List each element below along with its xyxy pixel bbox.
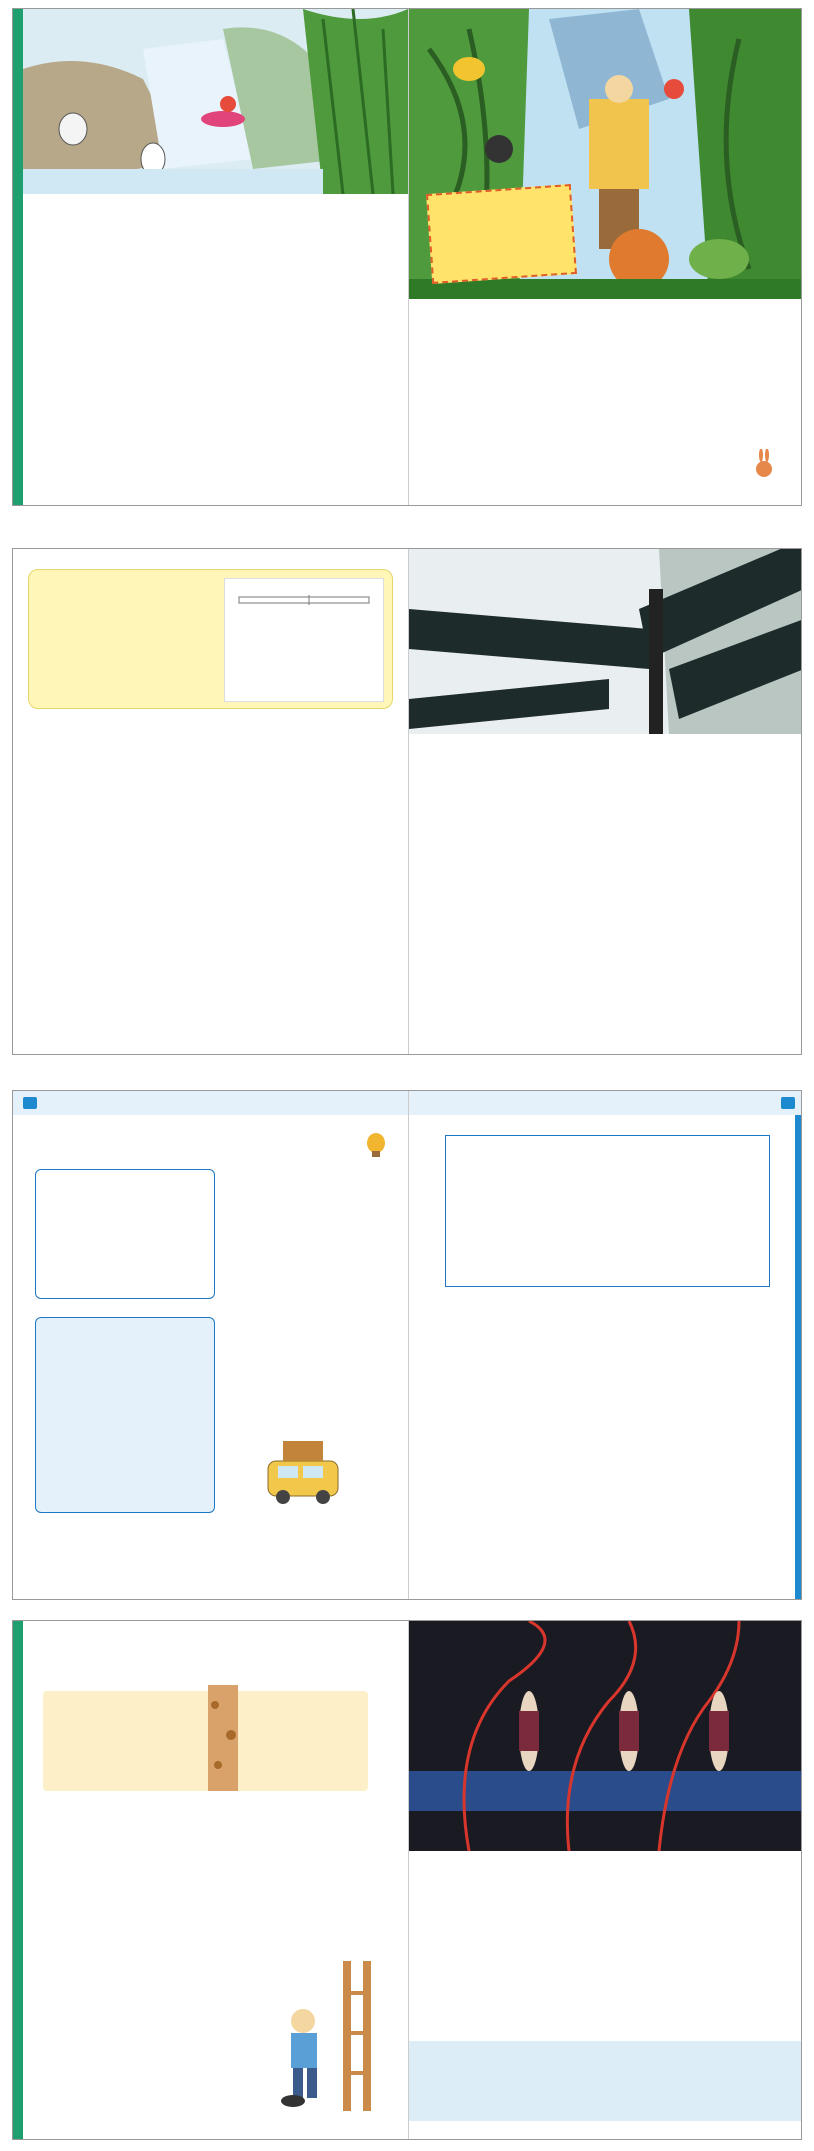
chapter-strip: [13, 9, 23, 505]
chapter-heading: [37, 37, 40, 70]
left-tab: [23, 1097, 37, 1109]
spread-1: [12, 8, 802, 506]
price-card-subtitle: [441, 193, 558, 201]
van-illustration: [258, 1431, 348, 1511]
chapter-strip: [13, 1621, 23, 2139]
sign-alphabet-table: [445, 1135, 770, 1287]
memo-box: [43, 1691, 368, 1791]
right-header-bar: [409, 1091, 802, 1115]
park-sign-photo: [409, 549, 802, 734]
spread-4: [12, 1620, 802, 2140]
bottom-exercises: [409, 2041, 802, 2121]
price-card: [426, 184, 577, 284]
example-bar: [229, 585, 379, 625]
page-39: [408, 1091, 802, 1599]
right-edge: [795, 1115, 802, 1599]
waterfall-illustration: [23, 9, 408, 194]
left-header-bar: [13, 1091, 408, 1115]
dog-grid-2: [35, 1317, 215, 1513]
page-91: [408, 1621, 802, 2139]
page-90: [13, 1621, 408, 2139]
rabbit-icon: [749, 449, 779, 479]
price-card-title: [441, 193, 558, 201]
spread-3: [12, 1090, 802, 1600]
dog-grid-1: [35, 1169, 215, 1299]
page-38: [13, 1091, 408, 1599]
method-box: [28, 569, 393, 709]
price-items: [441, 196, 558, 204]
page-13: [408, 549, 802, 1054]
chapter-heading: [37, 1649, 40, 1682]
page-12: [13, 549, 408, 1054]
page-4: [13, 9, 408, 505]
gymnasts-photo: [409, 1621, 802, 1851]
right-tab: [781, 1097, 795, 1109]
lamp-icon: [363, 1131, 389, 1159]
giraffe-illustration: [193, 1685, 253, 1791]
spread-2: [12, 548, 802, 1055]
climber-illustration: [263, 1961, 373, 2111]
page-5: [408, 9, 802, 505]
example-box: [224, 578, 384, 702]
